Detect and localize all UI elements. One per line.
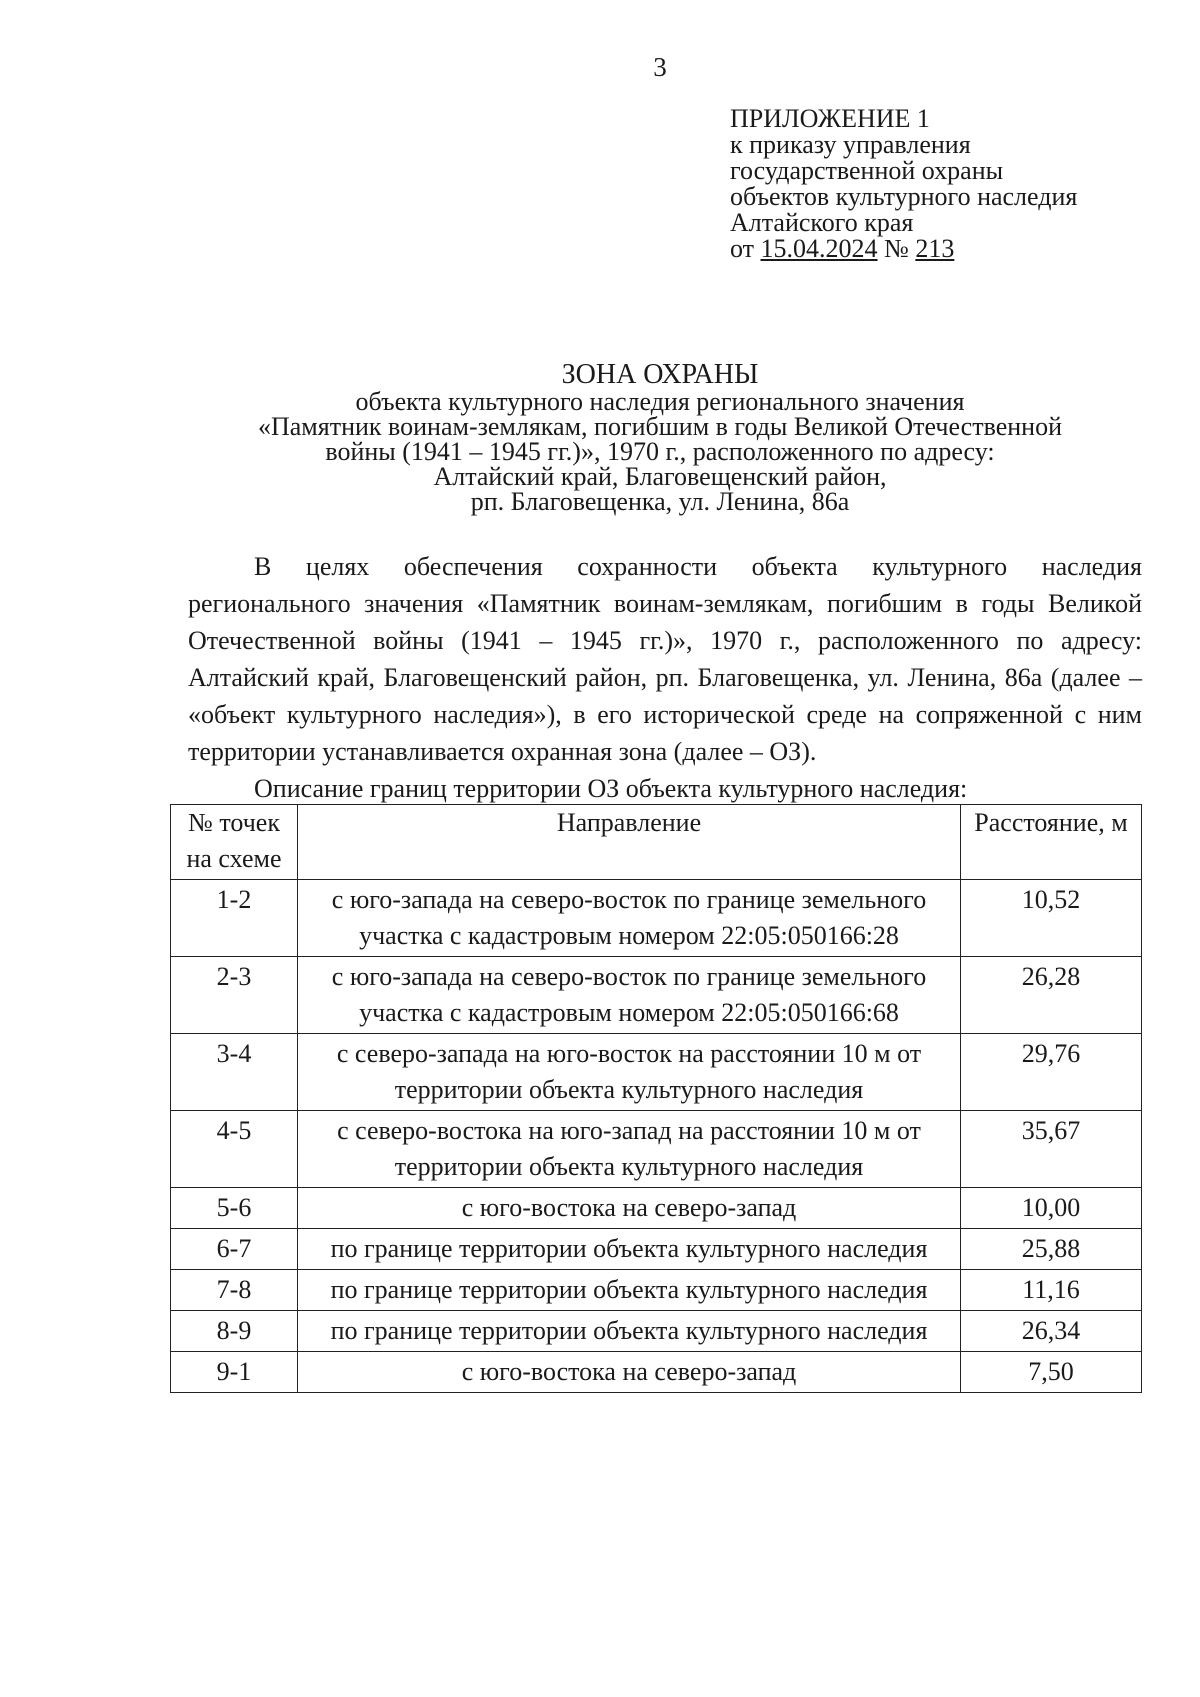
page-number: 3 [653, 52, 667, 82]
cell-distance: 25,88 [961, 1229, 1142, 1270]
appendix-line: объектов культурного наследия [730, 182, 1078, 211]
cell-distance: 10,52 [961, 880, 1142, 957]
table-row [171, 1188, 1142, 1229]
cell-distance: 26,34 [961, 1311, 1142, 1352]
cell-direction: с юго-запада на северо-восток по границе земельного участка с кадастровым номером 22:05:050166:68 [298, 957, 961, 1034]
header-direction: Направление [298, 805, 961, 880]
table-row [171, 1034, 1142, 1111]
heading-line: «Памятник воинам-землякам, погибшим в годы Великой Отечественной [257, 412, 1062, 441]
cell-direction: по границе территории объекта культурного наследия [298, 1270, 961, 1311]
cell-distance: 26,28 [961, 957, 1142, 1034]
intro-paragraph: Описание границ территории ОЗ объекта культурного наследия: [254, 774, 968, 803]
cell-distance: 11,16 [961, 1270, 1142, 1311]
cell-point: 3-4 [171, 1034, 298, 1111]
heading-line: Алтайский край, Благовещенский район, [433, 462, 887, 491]
cell-point: 6-7 [171, 1229, 298, 1270]
appendix-block [730, 106, 1077, 262]
cell-point: 2-3 [171, 957, 298, 1034]
cell-point: 9-1 [171, 1352, 298, 1393]
cell-direction: по границе территории объекта культурного наследия [298, 1229, 961, 1270]
cell-direction: с северо-запада на юго-восток на расстоянии 10 м от территории объекта культурного наследия [298, 1034, 961, 1111]
boundary-table [170, 804, 1142, 1393]
intro-text [188, 548, 1142, 807]
cell-distance: 10,00 [961, 1188, 1142, 1229]
header-distance: Расстояние, м [961, 805, 1142, 880]
appendix-line: государственной охраны [730, 156, 1004, 185]
cell-distance: 29,76 [961, 1034, 1142, 1111]
heading-line: рп. Благовещенка, ул. Ленина, 86а [470, 487, 850, 516]
cell-point: 7-8 [171, 1270, 298, 1311]
cell-direction: с юго-запада на северо-восток по границе земельного участка с кадастровым номером 22:05:050166:28 [298, 880, 961, 957]
order-number: 213 [915, 234, 955, 263]
heading-line: объекта культурного наследия регионального значения [355, 387, 965, 416]
table-row [171, 880, 1142, 957]
document-heading [160, 359, 1160, 516]
table-header-row [171, 805, 1142, 880]
cell-direction: по границе территории объекта культурного наследия [298, 1311, 961, 1352]
order-date: 15.04.2024 [760, 234, 878, 263]
table-row [171, 1111, 1142, 1188]
table-row [171, 1352, 1142, 1393]
cell-point: 1-2 [171, 880, 298, 957]
table-row [171, 1270, 1142, 1311]
heading-line: войны (1941 – 1945 гг.)», 1970 г., расположенного по адресу: [325, 437, 995, 466]
table-row [171, 1311, 1142, 1352]
cell-point: 8-9 [171, 1311, 298, 1352]
cell-distance: 35,67 [961, 1111, 1142, 1188]
cell-direction: с юго-востока на северо-запад [298, 1352, 961, 1393]
cell-distance: 7,50 [961, 1352, 1142, 1393]
document-title: ЗОНА ОХРАНЫ [561, 359, 759, 390]
cell-direction: с юго-востока на северо-запад [298, 1188, 961, 1229]
table-row [171, 957, 1142, 1034]
intro-paragraph: В целях обеспечения сохранности объекта культурного наследия регионального значения «Памятник воинам-землякам, погибшим в годы Великой Отечественной войны (1941 – 1945 гг.)», 1970 г., расположенного по адресу: Алтайский край, Благовещенский район, рп. Благовещенка, ул. Ленина, 86а (далее – «объект культурного наследия»), в его исторической среде на сопряженной с ним территории устанавливается охранная зона (далее – ОЗ). [188, 552, 1142, 766]
cell-direction: с северо-востока на юго-запад на расстоянии 10 м от территории объекта культурного наследия [298, 1111, 961, 1188]
cell-point: 4-5 [171, 1111, 298, 1188]
header-point: № точек на схеме [171, 805, 298, 880]
appendix-line: к приказу управления [730, 130, 971, 159]
number-prefix: № [884, 234, 909, 263]
date-prefix: от [730, 234, 755, 263]
table-row [171, 1229, 1142, 1270]
table-body [171, 880, 1142, 1393]
cell-point: 5-6 [171, 1188, 298, 1229]
appendix-date-line [730, 236, 1077, 262]
appendix-title: ПРИЛОЖЕНИЕ 1 [730, 104, 930, 133]
appendix-line: Алтайского края [730, 208, 914, 237]
